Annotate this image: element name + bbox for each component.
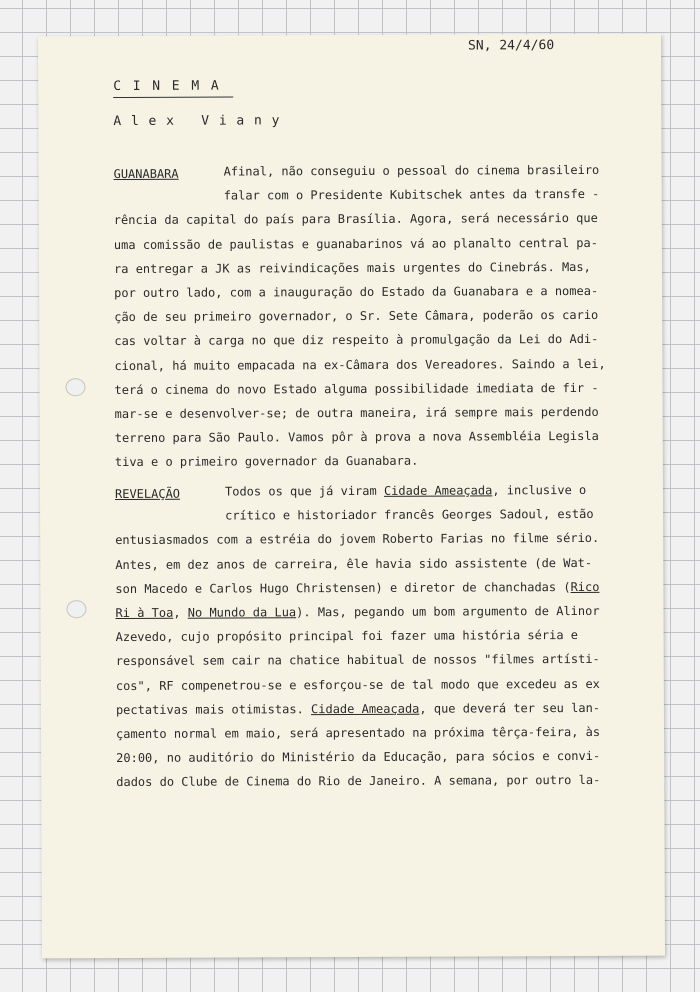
text-segment: mar-se e desenvolver-se; de outra maneira, irá sempre mais perdendo xyxy=(114,404,599,421)
text-line xyxy=(114,279,614,305)
underlined-title: Cidade Ameaçada xyxy=(383,483,493,498)
underlined-title: Rico xyxy=(570,579,600,594)
title-underline xyxy=(113,97,233,99)
text-line xyxy=(115,599,615,625)
punch-hole xyxy=(66,600,86,618)
text-line xyxy=(115,526,615,552)
underlined-title: Cidade Ameaçada xyxy=(310,701,420,716)
text-segment: rência da capital do país para Brasília. Agora, será necessário que xyxy=(113,211,598,228)
text-segment: ção de seu primeiro governador, o Sr. Sete Câmara, poderão os cario xyxy=(114,308,599,325)
paragraph-guanabara xyxy=(114,158,615,475)
text-line xyxy=(115,550,615,576)
page-reference: SN, 24/4/60 xyxy=(468,38,555,54)
text-line xyxy=(114,182,614,208)
underlined-title: No Mundo da Lua xyxy=(187,605,297,620)
text-line xyxy=(115,502,615,528)
paragraph-heading: GUANABARA xyxy=(113,166,179,182)
text-line xyxy=(115,478,615,504)
text-line xyxy=(116,696,616,722)
text-segment: Azevedo, cujo propósito principal foi fazer uma história séria e xyxy=(115,628,579,645)
text-segment: por outro lado, com a inauguração do Estado da Guanabara e a nomea- xyxy=(114,283,599,300)
text-segment: tiva e o primeiro governador da Guanabara. xyxy=(114,453,419,470)
text-segment: Afinal, não conseguiu o pessoal do cinema brasileiro xyxy=(223,162,600,179)
paragraph-heading: REVELAÇÃO xyxy=(114,486,181,502)
text-line xyxy=(114,351,614,377)
text-line xyxy=(114,255,614,281)
text-segment: , inclusive o xyxy=(492,482,587,498)
text-segment: terá o cinema do novo Estado alguma possibilidade imediata de fir - xyxy=(114,380,599,397)
section-title: CINEMA xyxy=(113,78,231,95)
text-segment: Antes, em dez anos de carreira, êle havia sido assistente (de Wat- xyxy=(115,555,593,572)
text-line xyxy=(116,671,616,697)
text-segment: terreno para São Paulo. Vamos pôr à prova a nova Assembléia Legisla xyxy=(114,428,599,446)
text-segment: son Macedo e Carlos Hugo Christensen) e diretor de chanchadas ( xyxy=(115,579,571,596)
text-segment: , que deverá ter seu lan- xyxy=(419,700,601,716)
punch-hole xyxy=(65,378,85,396)
text-segment: cas voltar à carga no que diz respeito à promulgação da Lei do Adi- xyxy=(114,332,599,349)
text-segment: entusiasmados com a estréia do jovem Roberto Farias no filme sério. xyxy=(115,531,600,548)
paragraph-revelacao xyxy=(115,478,616,795)
typewritten-page xyxy=(38,34,665,959)
text-line xyxy=(115,424,615,450)
text-line xyxy=(115,575,615,601)
text-line xyxy=(114,206,614,232)
text-line xyxy=(116,720,616,746)
text-segment: 20:00, no auditório do Ministério da Educação, para sócios e convi- xyxy=(116,748,601,766)
text-line xyxy=(116,623,616,649)
text-line xyxy=(116,768,616,794)
text-line xyxy=(116,647,616,673)
text-line xyxy=(114,230,614,256)
underlined-title: Ri à Toa xyxy=(115,605,174,620)
text-segment: ). Mas, pegando um bom argumento de Alinor xyxy=(296,603,600,620)
text-line xyxy=(115,400,615,426)
text-segment: pectativas mais otimistas. xyxy=(115,701,312,717)
text-segment: çamento normal em maio, será apresentado na próxima têrça-feira, às xyxy=(116,724,601,741)
text-line xyxy=(115,448,615,474)
text-line xyxy=(114,327,614,353)
text-line xyxy=(114,158,614,184)
text-segment: crítico e historiador francês Georges Sadoul, estão xyxy=(225,507,594,523)
text-segment: ra entregar a JK as reivindicações mais urgentes do Cinebrás. Mas, xyxy=(113,259,591,276)
text-segment: dados do Clube de Cinema do Rio de Janeiro. A semana, por outro la- xyxy=(116,773,601,790)
text-segment: responsável sem cair na chatice habitual de nossos "filmes artísti- xyxy=(115,652,600,669)
author-byline: Alex Viany xyxy=(113,113,290,130)
text-segment: falar com o Presidente Kubitschek antes da transfe - xyxy=(223,187,600,203)
text-segment: Todos os que já viram xyxy=(224,483,384,499)
text-segment: cional, há muito empacada na ex-Câmara dos Vereadores. Saindo a lei, xyxy=(114,356,606,373)
text-line xyxy=(114,376,614,402)
text-line xyxy=(114,303,614,329)
text-line xyxy=(116,744,616,770)
text-segment: , xyxy=(173,605,188,620)
text-segment: cos", RF compenetrou-se e esforçou-se de tal modo que excedeu as ex xyxy=(115,676,600,693)
text-segment: uma comissão de paulistas e guanabarinos vá ao planalto central pa- xyxy=(113,235,598,252)
